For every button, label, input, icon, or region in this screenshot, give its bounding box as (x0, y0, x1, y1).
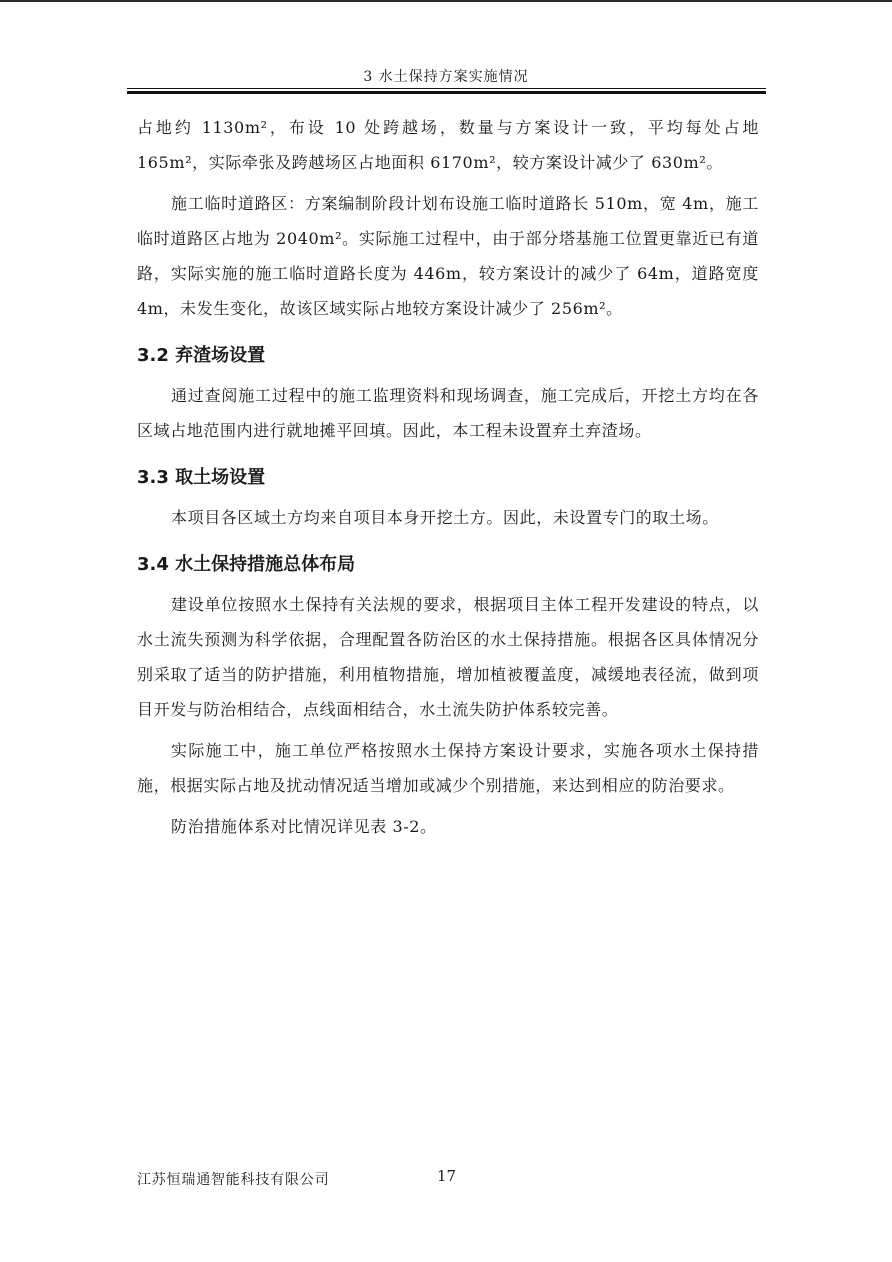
header-rule (127, 88, 766, 89)
paragraph-spoil-ground: 通过查阅施工过程中的施工监理资料和现场调查，施工完成后，开挖土方均在各区域占地范围内进行就地摊平回填。因此，本工程未设置弃土弃渣场。 (137, 386, 759, 440)
paragraph-construction-practice: 实际施工中，施工单位严格按照水土保持方案设计要求，实施各项水土保持措施，根据实际占地及扰动情况适当增加或减少个别措施，来达到相应的防治要求。 (137, 741, 759, 795)
body-content (137, 110, 759, 844)
paragraph-temporary-road: 施工临时道路区：方案编制阶段计划布设施工临时道路长 510m，宽 4m，施工临时道路区占地为 2040m²。实际施工过程中，由于部分塔基施工位置更靠近已有道路，实际实施的施工临时道路长度为 446m，较方案设计的减少了 64m，道路宽度 4m，未发生变化，故该区域实际占地较方案设计减少了 256m²。 (137, 194, 759, 318)
paragraph-table-reference: 防治措施体系对比情况详见表 3-2。 (171, 817, 437, 836)
header-rule-thick (127, 91, 766, 94)
running-header: 3 水土保持方案实施情况 (363, 69, 529, 85)
section-heading-3-2: 3.2 弃渣场设置 (137, 345, 266, 366)
footer-company: 江苏恒瑞通智能科技有限公司 (137, 1172, 330, 1188)
section-heading-3-4: 3.4 水土保持措施总体布局 (137, 554, 356, 575)
paragraph-overall-layout: 建设单位按照水土保持有关法规的要求，根据项目主体工程开发建设的特点，以水土流失预测为科学依据，合理配置各防治区的水土保持措施。根据各区具体情况分别采取了适当的防护措施，利用植物措施，增加植被覆盖度，减缓地表径流，做到项目开发与防治相结合，点线面相结合，水土流失防护体系较完善。 (137, 595, 759, 719)
section-heading-3-3: 3.3 取土场设置 (137, 467, 266, 488)
paragraph-borrow-pit: 本项目各区域土方均来自项目本身开挖土方。因此，未设置专门的取土场。 (171, 508, 719, 527)
paragraph-continued: 占地约 1130m²，布设 10 处跨越场，数量与方案设计一致，平均每处占地 165m²，实际牵张及跨越场区占地面积 6170m²，较方案设计减少了 630m²。 (137, 118, 759, 172)
top-border (0, 0, 892, 2)
page-number: 17 (437, 1167, 457, 1185)
